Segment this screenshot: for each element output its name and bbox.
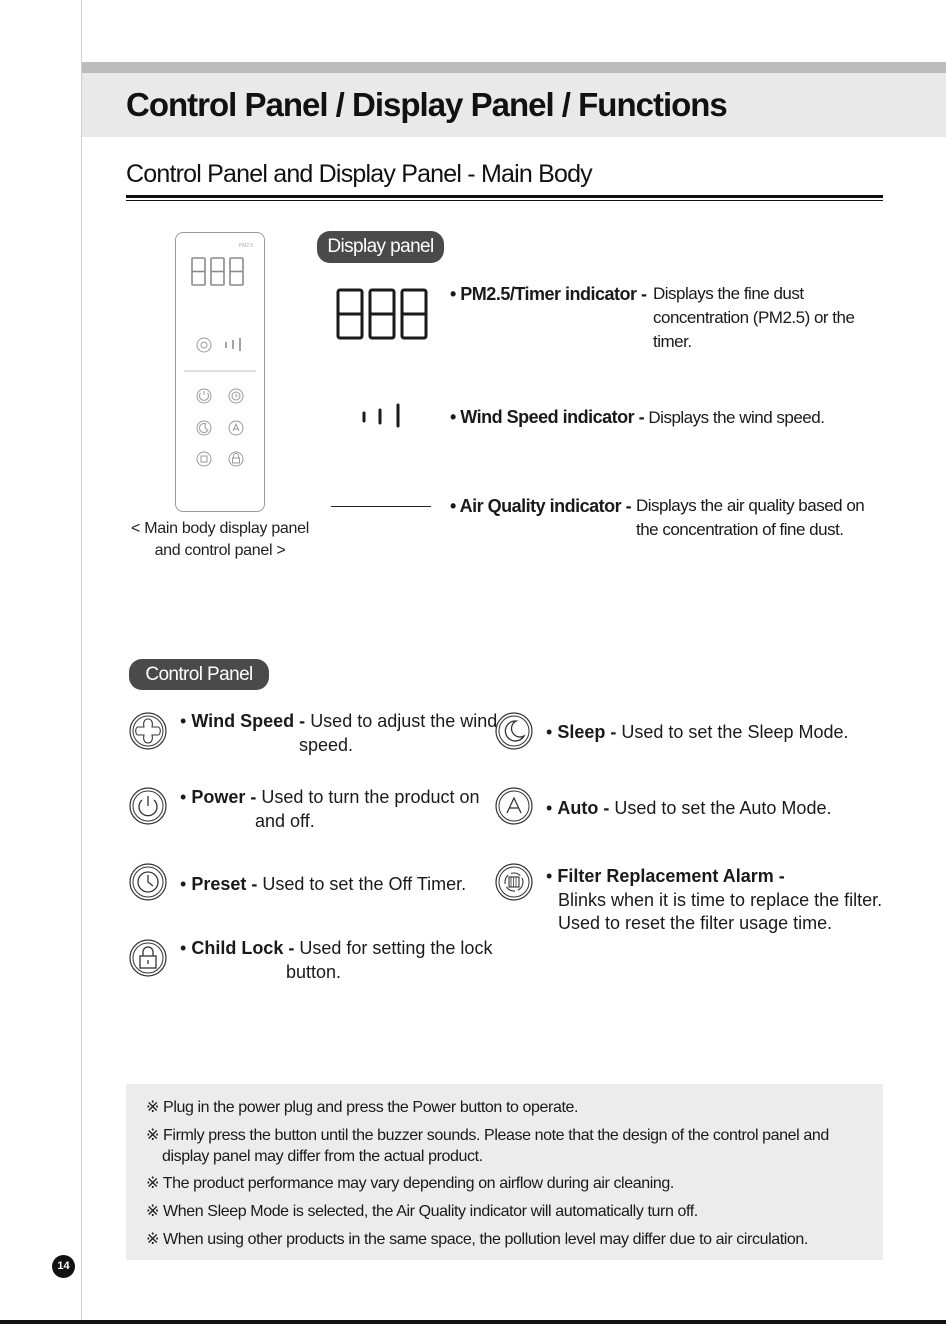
note-3: ※ The product performance may vary depending on airflow during air cleaning.: [146, 1175, 674, 1192]
note-4: ※ When Sleep Mode is selected, the Air Quality indicator will automatically turn off.: [146, 1203, 698, 1220]
power-function: • Power - Used to turn the product on: [180, 787, 480, 807]
device-caption-line2: and control panel >: [154, 542, 286, 559]
power-desc-cont: and off.: [255, 811, 315, 831]
wind-speed-bars-icon: [358, 402, 406, 430]
header-top-bar: [82, 62, 946, 73]
lock-icon: [128, 938, 168, 978]
device-digits: [192, 258, 243, 285]
device-caption: [100, 518, 340, 562]
device-caption-line1: < Main body display panel: [131, 520, 309, 537]
pm25-indicator-desc: Displays the fine dust concentration (PM2.5) or the timer.: [653, 284, 855, 351]
filter-alarm-desc2: Used to reset the filter usage time.: [558, 913, 833, 933]
preset-function: • Preset - Used to set the Off Timer.: [180, 874, 467, 894]
auto-function: • Auto - Used to set the Auto Mode.: [546, 798, 832, 818]
wind-speed-function: • Wind Speed - Used to adjust the wind: [180, 711, 498, 731]
device-illustration: [175, 232, 265, 512]
wind-speed-desc-cont: speed.: [299, 735, 354, 755]
page-title: Control Panel / Display Panel / Functions: [126, 86, 727, 123]
air-quality-line-icon: [331, 506, 431, 507]
filter-alarm-desc1: Blinks when it is time to replace the filter.: [558, 890, 883, 910]
wind-indicator: • Wind Speed indicator - Displays the wind speed.: [450, 407, 825, 427]
sleep-function: • Sleep - Used to set the Sleep Mode.: [546, 722, 849, 742]
device-buttons: [197, 389, 243, 466]
display-panel-label: Display panel: [317, 231, 444, 263]
pm25-digits-icon: [336, 288, 430, 340]
note-2-cont: display panel may differ from the actual product.: [162, 1148, 483, 1165]
filter-alarm-function: • Filter Replacement Alarm -: [546, 866, 785, 886]
note-5: ※ When using other products in the same space, the pollution level may differ due to air circulation.: [146, 1231, 808, 1248]
section-title: Control Panel and Display Panel - Main Body: [126, 160, 592, 188]
section-rule-thin: [126, 200, 883, 201]
control-panel-label: Control Panel: [129, 659, 269, 690]
air-quality-indicator-title: • Air Quality indicator -: [450, 496, 632, 516]
air-quality-indicator-desc: Displays the air quality based on the concentration of fine dust.: [636, 496, 865, 539]
page-number: 14: [52, 1255, 75, 1278]
filter-icon: [494, 862, 534, 902]
device-wind-bars: [226, 338, 240, 351]
note-2: ※ Firmly press the button until the buzzer sounds. Please note that the design of the control panel and: [146, 1127, 829, 1144]
fan-icon: [128, 711, 168, 751]
device-air-quality-icon: [197, 338, 211, 352]
device-pm-label: PM2.5: [238, 243, 254, 249]
note-1: ※ Plug in the power plug and press the Power button to operate.: [146, 1099, 579, 1116]
child-lock-function: • Child Lock - Used for setting the lock: [180, 938, 493, 958]
pm25-indicator-title: • PM2.5/Timer indicator -: [450, 284, 647, 304]
page-margin-line: [81, 0, 82, 1324]
auto-icon: [494, 786, 534, 826]
section-rule: [126, 195, 883, 198]
device-panel-drawing: [176, 233, 264, 511]
power-icon: [128, 786, 168, 826]
bottom-rule: [0, 1320, 946, 1324]
clock-icon: [128, 862, 168, 902]
child-lock-desc-cont: button.: [286, 962, 342, 982]
moon-icon: [494, 711, 534, 751]
